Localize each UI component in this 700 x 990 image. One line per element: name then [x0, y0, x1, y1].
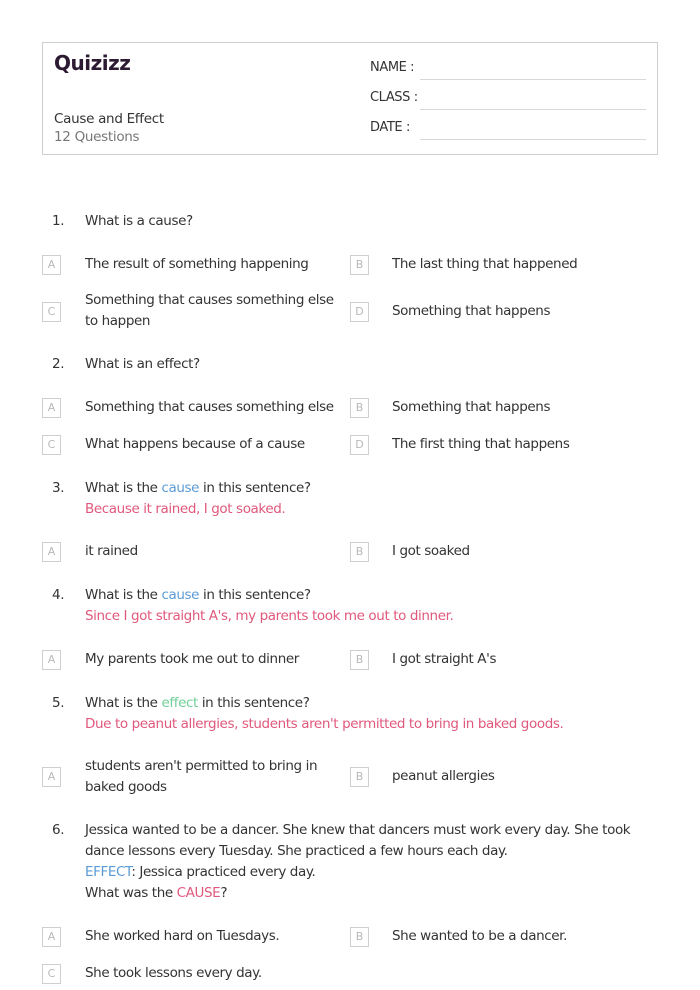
question-text-post: in this sentence?	[199, 480, 311, 496]
option-b-box[interactable]: B	[350, 767, 369, 787]
option-a-box[interactable]: A	[42, 650, 61, 670]
option-a-text: Something that causes something else	[85, 399, 334, 415]
example-sentence: Due to peanut allergies, students aren't permitted to bring in baked goods.	[85, 716, 564, 732]
question-number: 2.	[52, 356, 65, 372]
cause-highlight: cause	[161, 587, 200, 603]
option-d-box[interactable]: D	[350, 435, 369, 455]
question-text-post: in this sentence?	[199, 587, 311, 603]
option-b-box[interactable]: B	[350, 255, 369, 275]
option-b-box[interactable]: B	[350, 398, 369, 418]
worksheet-header	[42, 42, 658, 155]
option-b-text: I got soaked	[392, 543, 470, 559]
class-label: CLASS :	[370, 90, 418, 105]
name-label: NAME :	[370, 60, 415, 75]
quizizz-logo: Quizizz	[54, 51, 131, 75]
question-text: What is a cause?	[85, 213, 193, 229]
option-a-text: it rained	[85, 543, 138, 559]
option-a-box[interactable]: A	[42, 542, 61, 562]
question-text-pre: What is the	[85, 587, 162, 603]
passage: Jessica wanted to be a dancer. She knew that dancers must work every day. She took dance lessons every Tuesday. She practiced a few hours each day.	[85, 822, 631, 859]
option-b-text: The last thing that happened	[392, 256, 578, 272]
effect-label: EFFECT	[85, 864, 132, 880]
option-d-text: The first thing that happens	[392, 436, 570, 452]
option-d-box[interactable]: D	[350, 302, 369, 322]
question-number: 3.	[52, 480, 65, 496]
question-text	[85, 820, 645, 904]
option-b-text: I got straight A's	[392, 651, 497, 667]
option-a-box[interactable]: A	[42, 255, 61, 275]
option-c-text: Something that causes something else to happen	[85, 292, 334, 329]
date-field[interactable]	[370, 120, 646, 140]
option-b-box[interactable]: B	[350, 650, 369, 670]
quiz-title: Cause and Effect	[54, 111, 164, 127]
option-b-box[interactable]: B	[350, 927, 369, 947]
option-b-text: Something that happens	[392, 399, 551, 415]
question-text-post: in this sentence?	[197, 695, 310, 711]
option-a-box[interactable]: A	[42, 767, 61, 787]
option-c-box[interactable]: C	[42, 302, 61, 322]
option-c-box[interactable]: C	[42, 435, 61, 455]
effect-highlight: effect	[161, 695, 198, 711]
option-b-box[interactable]: B	[350, 542, 369, 562]
class-line[interactable]	[420, 109, 646, 110]
question-text-pre: What is the	[85, 695, 162, 711]
option-a-box[interactable]: A	[42, 927, 61, 947]
question-text-pre: What is the	[85, 480, 162, 496]
date-label: DATE :	[370, 120, 410, 135]
prompt-post: ?	[220, 885, 228, 901]
option-a-text: students aren't permitted to bring in baked goods	[85, 758, 318, 795]
question-number: 1.	[52, 213, 65, 229]
question-text	[85, 693, 563, 735]
cause-highlight: cause	[161, 480, 200, 496]
option-a-text: The result of something happening	[85, 256, 309, 272]
prompt-pre: What was the	[85, 885, 177, 901]
option-c-text: She took lessons every day.	[85, 965, 262, 981]
question-number: 6.	[52, 822, 65, 838]
question-text	[85, 585, 453, 627]
option-d-text: Something that happens	[392, 303, 551, 319]
date-line[interactable]	[420, 139, 646, 140]
effect-line	[85, 862, 645, 883]
option-a-box[interactable]: A	[42, 398, 61, 418]
question-count: 12 Questions	[54, 129, 140, 145]
cause-prompt	[85, 883, 645, 904]
class-field[interactable]	[370, 90, 646, 110]
question-text	[85, 478, 311, 520]
option-c-box[interactable]: C	[42, 964, 61, 984]
example-sentence: Because it rained, I got soaked.	[85, 501, 286, 517]
question-number: 5.	[52, 695, 65, 711]
example-sentence: Since I got straight A's, my parents took me out to dinner.	[85, 608, 454, 624]
option-b-text: peanut allergies	[392, 768, 495, 784]
question-text: What is an effect?	[85, 356, 200, 372]
cause-highlight: CAUSE	[176, 885, 221, 901]
question-number: 4.	[52, 587, 65, 603]
option-c-text: What happens because of a cause	[85, 436, 305, 452]
option-b-text: She wanted to be a dancer.	[392, 928, 567, 944]
effect-text: : Jessica practiced every day.	[131, 864, 316, 880]
name-line[interactable]	[420, 79, 646, 80]
option-a-text: She worked hard on Tuesdays.	[85, 928, 280, 944]
name-field[interactable]	[370, 60, 646, 80]
option-a-text: My parents took me out to dinner	[85, 651, 299, 667]
